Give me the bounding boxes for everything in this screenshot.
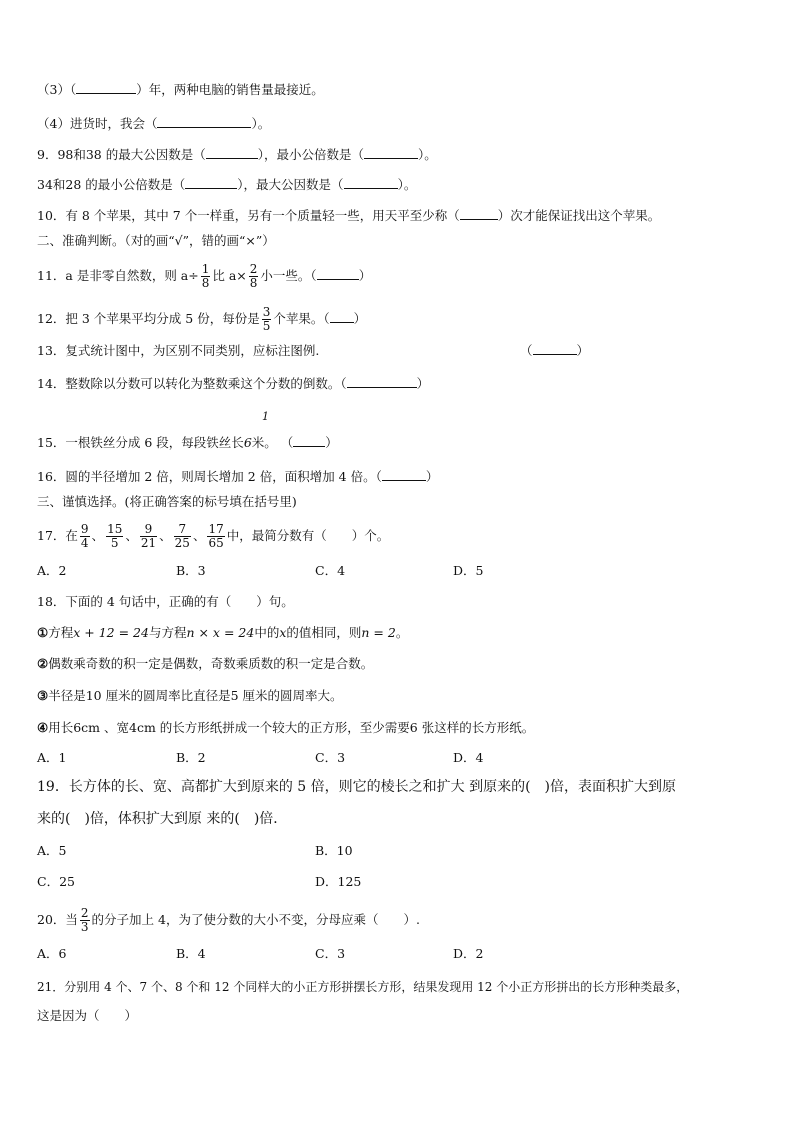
option-b: B．2 <box>176 750 206 765</box>
option-c: C．3 <box>315 750 346 765</box>
option-d: D．2 <box>453 946 484 961</box>
question-18: 18．下面的 4 句话中，正确的有（ ）句。 <box>37 594 294 609</box>
text: （4）进货时，我会（ <box>37 116 158 131</box>
text: 10．有 8 个苹果，其中 7 个一样重，另有一个质量轻一些，用天平至少称（ <box>37 208 460 223</box>
answer-blank <box>344 177 398 189</box>
text: ） <box>425 469 439 484</box>
text: 个苹果。（ <box>273 311 330 326</box>
text: 13．复式统计图中，为区别不同类别，应标注图例. <box>37 343 320 358</box>
answer-blank <box>293 435 325 447</box>
question-9 <box>37 147 437 163</box>
text: 比 a× <box>212 268 247 283</box>
section-3-heading: 三、谨慎选择。(将正确答案的标号填在括号里) <box>37 494 297 509</box>
question-8-3 <box>37 82 324 98</box>
numerator: 9 <box>140 523 157 537</box>
option-b: B．4 <box>176 946 206 961</box>
text: ） <box>416 376 430 391</box>
answer-blank <box>347 376 417 388</box>
denominator: 8 <box>201 276 210 290</box>
option-a: A．1 <box>37 750 67 765</box>
numerator: 15 <box>107 522 123 536</box>
fraction-1 <box>80 523 90 550</box>
answer-blank <box>330 311 354 323</box>
denominator: 5 <box>262 319 271 333</box>
denominator: 4 <box>80 536 89 550</box>
separator: 、 <box>192 528 206 543</box>
numerator: 3 <box>262 305 271 319</box>
question-17 <box>37 523 389 550</box>
fraction-5 <box>207 523 224 550</box>
text: 半径是10 厘米的圆周率比直径是5 厘米的圆周率大。 <box>48 688 343 703</box>
numerator: 17 <box>208 522 224 536</box>
question-15 <box>37 435 338 451</box>
answer-blank <box>317 268 359 280</box>
denominator: 65 <box>208 536 224 550</box>
text: 米。 （ <box>251 435 294 450</box>
circled-number: ① <box>37 625 49 640</box>
question-13-blank <box>520 343 589 359</box>
fraction-numerator-one: 1 <box>262 410 269 423</box>
text: 的值相同，则 <box>286 625 362 640</box>
text: ） <box>353 311 367 326</box>
option-d: D．5 <box>453 563 484 578</box>
answer-blank <box>533 343 577 355</box>
numerator: 7 <box>174 523 191 537</box>
text: 小一些。（ <box>260 268 317 283</box>
answer-blank <box>382 469 426 481</box>
option-a: A．5 <box>37 843 67 858</box>
question-20 <box>37 907 420 934</box>
answer-blank <box>206 147 258 159</box>
statement-1 <box>37 625 408 641</box>
question-12 <box>37 306 366 333</box>
text: ），最小公倍数是（ <box>257 147 365 162</box>
question-14 <box>37 376 429 392</box>
option-c: C．25 <box>37 874 75 889</box>
text: 34和28 的最小公倍数是（ <box>37 177 186 192</box>
text: （ <box>520 343 533 358</box>
equation: n × x = 24 <box>186 625 255 640</box>
text: 中的 <box>254 625 280 640</box>
text: ）。 <box>418 147 437 162</box>
text: 的分子加上 4，为了使分数的大小不变，分母应乘（ ）. <box>91 912 420 927</box>
question-10 <box>37 208 660 224</box>
option-b: B．10 <box>315 843 353 858</box>
statement-4 <box>37 720 534 736</box>
numerator: 1 <box>201 262 210 276</box>
option-a: A．2 <box>37 563 67 578</box>
option-a: A．6 <box>37 946 67 961</box>
fraction-3 <box>140 523 157 550</box>
question-19-line-1: 19．长方体的长、宽、高都扩大到原来的 5 倍，则它的棱长之和扩大 到原来的( )倍，表面积扩大到原 <box>37 779 676 795</box>
question-19-line-2: 来的( )倍，体积扩大到原 来的( )倍． <box>37 811 288 827</box>
denominator: 8 <box>249 276 258 290</box>
denominator: 5 <box>110 536 119 550</box>
statement-3 <box>37 688 343 704</box>
text: 。 <box>395 625 409 640</box>
statement-2 <box>37 656 373 672</box>
numerator: 2 <box>249 262 258 276</box>
equation: n = 2 <box>361 625 396 640</box>
denominator: 25 <box>174 536 190 550</box>
circled-number: ② <box>37 656 49 671</box>
text: 11．a 是非零自然数，则 a÷ <box>37 268 199 283</box>
text: 16．圆的半径增加 2 倍，则周长增加 2 倍，面积增加 4 倍。（ <box>37 469 382 484</box>
text: ）。 <box>251 116 271 131</box>
answer-blank <box>185 177 237 189</box>
text: 中，最简分数有（ ）个。 <box>226 528 390 543</box>
text: 方程 <box>48 625 74 640</box>
text: ） <box>358 268 372 283</box>
text: ）次才能保证找出这个苹果。 <box>497 208 661 223</box>
answer-blank <box>460 208 498 220</box>
question-9b <box>37 177 416 193</box>
denominator: 3 <box>80 920 89 934</box>
separator: 、 <box>125 528 138 543</box>
answer-blank <box>157 116 251 128</box>
equation: x + 12 = 24 <box>73 625 149 640</box>
separator: 、 <box>91 528 105 543</box>
question-21-line-2: 这是因为（ ） <box>37 1008 138 1023</box>
option-d: D．125 <box>315 874 362 889</box>
option-c: C．3 <box>315 946 346 961</box>
question-21-line-1: 21．分别用 4 个、7 个、8 个和 12 个同样大的小正方形拼摆长方形，结果发现用 12 个小正方形拼出的长方形种类最多， <box>37 980 689 994</box>
separator: 、 <box>159 528 172 543</box>
fraction <box>80 907 90 934</box>
fraction <box>249 263 259 290</box>
option-c: C．4 <box>315 563 346 578</box>
option-d: D．4 <box>453 750 484 765</box>
fraction <box>201 263 211 290</box>
denominator: 21 <box>140 536 157 550</box>
text: 20．当 <box>37 912 78 927</box>
text: ） <box>325 435 338 450</box>
fraction-2 <box>106 523 123 550</box>
question-13 <box>37 343 319 359</box>
fraction <box>262 306 272 333</box>
text: ），最大公因数是（ <box>237 177 344 192</box>
text: 14．整数除以分数可以转化为整数乘这个分数的倒数。（ <box>37 376 347 391</box>
section-2-heading: 二、准确判断。（对的画“√”，错的画“×”） <box>37 233 275 248</box>
text: ） <box>576 343 590 358</box>
text: 与方程 <box>148 625 187 640</box>
text: （3）（ <box>37 82 77 97</box>
option-b: B．3 <box>176 563 206 578</box>
fraction-denominator: 6 <box>243 435 252 450</box>
text: 偶数乘奇数的积一定是偶数，奇数乘质数的积一定是合数。 <box>48 656 374 671</box>
text: 用长6cm 、宽4cm 的长方形纸拼成一个较大的正方形，至少需要6 张这样的长方形纸。 <box>48 720 535 735</box>
text: ）。 <box>397 177 417 192</box>
numerator: 9 <box>80 522 89 536</box>
circled-number: ③ <box>37 688 49 703</box>
text: ）年，两种电脑的销售量最接近。 <box>136 82 324 97</box>
text: 15．一根铁丝分成 6 段，每段铁丝长 <box>37 435 244 450</box>
answer-blank <box>76 82 136 94</box>
fraction-4 <box>174 523 191 550</box>
text: 17．在 <box>37 528 78 543</box>
text: 9．98和38 的最大公因数是（ <box>37 147 206 162</box>
circled-number: ④ <box>37 720 49 735</box>
numerator: 2 <box>80 906 89 920</box>
question-11 <box>37 263 371 290</box>
answer-blank <box>364 147 418 159</box>
question-16 <box>37 469 438 485</box>
question-8-4 <box>37 116 270 132</box>
text: 12．把 3 个苹果平均分成 5 份，每份是 <box>37 311 260 326</box>
variable: x <box>279 625 287 640</box>
